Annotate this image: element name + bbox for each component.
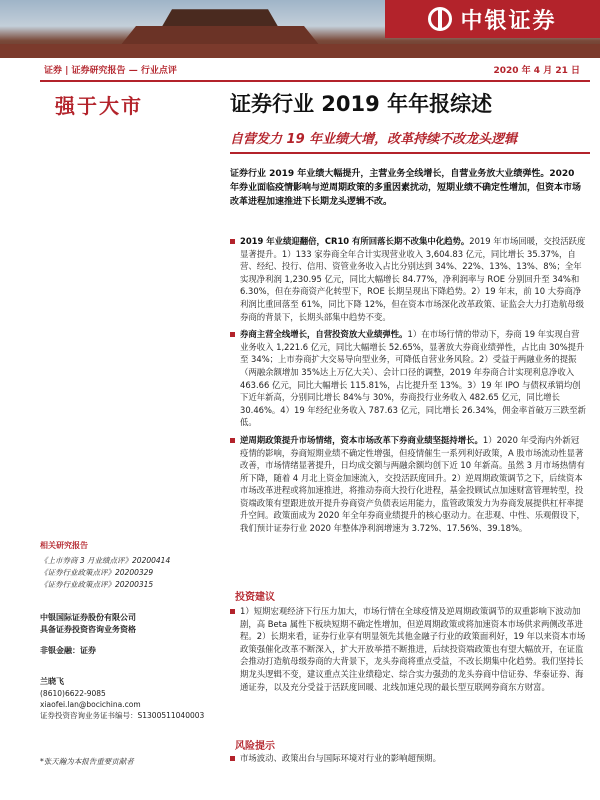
related-reports	[40, 540, 210, 591]
contributor-note	[40, 756, 210, 768]
bank-logo-icon	[428, 7, 452, 31]
list-item	[230, 235, 586, 323]
bullet-marker	[230, 332, 235, 337]
list-item	[230, 328, 586, 429]
analyst-email[interactable]: xiaofei.lan@bocichina.com	[40, 700, 141, 709]
breadcrumb: 证券 | 证券研究报告 — 行业点评	[44, 66, 177, 76]
company-qualification: 具备证券投资咨询业务资格	[40, 625, 136, 634]
analyst-phone: (8610)6622-9085	[40, 689, 106, 698]
sector-text: 非银金融：证券	[40, 646, 96, 655]
report-date: 2020 年 4 月 21 日	[493, 66, 580, 76]
contributor-text: *张天瀚为本报告重要贡献者	[40, 757, 134, 766]
related-report-link[interactable]: 《证券行业政策点评》20200329	[40, 568, 154, 577]
risk-section	[230, 752, 586, 770]
invest-heading: 投资建议	[235, 592, 275, 603]
page-title: 证券行业 2019 年年报综述	[230, 92, 493, 116]
bullet-lead: 逆周期政策提升市场情绪，资本市场改革下券商业绩坚挺持增长。	[240, 434, 483, 445]
bullet-marker	[230, 239, 235, 244]
temple-roof-lower-image	[120, 26, 320, 46]
bullet-marker	[230, 609, 235, 614]
bullet-text: 1）在市场行情的带动下，券商 19 年实现自营业务收入 1,221.6 亿元，同比大幅增长 52.65%，显著放大券商业绩弹性，占比由 30%提升至 34%；上市券商扩大交易导向型业务，可降低自营业务风险。2）受益于两融业务的提振（两融余额增加 35%达上万亿大关）、会计口径的调整，2019 年券商合计实现利息净收入 463.66 亿元，同比大幅增长 115.81%，占比提升至 13%。3）19 年 IPO 与债权承销均创下近年新高，分别同比增长 84%与 30%，券商投行业务收入 482.65 亿元，同比增长 30.46%。4）19 年经纪业务收入 787.63 亿元，同比增长 26.34%，佣金率首破万三跌至新低。	[240, 329, 586, 428]
header-divider	[40, 80, 590, 82]
analyst-cert: 证券投资咨询业务证书编号：S1300511040003	[40, 711, 205, 720]
analyst-name: 兰晓飞	[40, 677, 64, 686]
list-item	[230, 434, 586, 535]
analyst-info	[40, 676, 210, 721]
rating-label: 强于大市	[55, 94, 143, 118]
brand-name: 中银证券	[460, 8, 557, 34]
bullet-text: 2019 年市场回暖，交投活跃度显著提升。1）133 家券商全年合计实现营业收入 3,604.83 亿元，同比增长 35.37%，自营、经纪、投行、信用、资管业务收入占比分别达到 34%、22%、13%、13%、8%；全年实现净利润 1,230.95 亿元，同比大幅增长 84.77%，净利润率与 ROE 分别回升至 34%和 6.30%，但在券商资产化转型下，ROE 长期呈现出下降趋势。2）19 年末，前 10 大券商净利润比重回落至 61%，同比下降 12%，但在资本市场深化改革政策、证监会大力打造航母级券商的背景下，长期头部集中趋势不变。	[240, 236, 586, 322]
bullet-lead: 券商主营全线增长，自营投资放大业绩弹性。	[240, 329, 408, 340]
brand-logo	[385, 0, 600, 38]
bullet-marker	[230, 756, 235, 761]
bullet-text: 1）2020 年受海内外新冠疫情的影响，券商短期业绩不确定性增强，但疫情催生一系列利好政策，A 股市场流动性显著改善，市场情绪显著提升，日均成交额与两融余额均创下近 10 年新高。虽然 3 月市场热情有所下降，随着 4 月北上资金加速流入，交投活跃度回升。2）逆周期政策调节之下，后续资本市场改革进程或将加速推进，将推动券商大投行化进程，基金投顾试点加速财富管理转型，投资端政策有望跟进放开提升券商资产负债表运用能力，监管政策发力为券商发展提供杠杆率提升空间。政策面成为 2020 年全年券商业绩提升的核心驱动力。在悲观、中性、乐观假设下，我们预计证券行业 2020 年整体净利润增速为 3.72%、17.56%、39.18%。	[240, 434, 585, 534]
related-report-link[interactable]: 《上市券商 3 月业绩点评》20200414	[40, 556, 171, 565]
list-item	[230, 605, 586, 693]
temple-wall-image	[0, 44, 600, 58]
company-info	[40, 612, 210, 636]
invest-text: 1）短期宏观经济下行压力加大，市场行情在全球疫情及逆周期政策调节的双重影响下波动加剧，高 Beta 属性下板块短期不确定性增加，但逆周期政策或将加速资本市场供求两侧改革进程。2）长期来看，证券行业享有明显领先其他金融子行业的政策面利好，19 年以来资本市场政策强催化改革不断深入，扩大开放举措不断推进，后续投资端政策也有望大幅放开，在证监会推动打造航母级券商的大背景下，龙头券商将重点受益，不改长期集中化趋势。我们坚持长期龙头逻辑不变，建议重点关注业绩稳定、综合实力强劲的龙头券商中信证券、华泰证券、海通证券，以及充分受益于活跃度回暖、北线加速兑现的最长型互联网券商东方财富。	[240, 606, 586, 692]
key-points-list	[230, 235, 586, 540]
risk-heading: 风险提示	[235, 741, 275, 752]
risk-text: 市场波动、政策出台与国际环境对行业的影响超预期。	[240, 753, 441, 763]
page-subtitle: 自营发力 19 年业绩大增，改革持续不改龙头逻辑	[230, 132, 518, 147]
title-divider	[230, 152, 590, 154]
header-banner	[0, 0, 600, 58]
related-report-link[interactable]: 《证券行业政策点评》20200315	[40, 580, 154, 589]
bullet-lead: 2019 年业绩迎翻倍，CR10 有所回落长期不改集中化趋势。	[240, 236, 470, 246]
list-item	[230, 752, 586, 765]
invest-section	[230, 605, 586, 698]
company-name: 中银国际证券股份有限公司	[40, 613, 136, 622]
sector-label	[40, 645, 210, 657]
summary-paragraph: 证券行业 2019 年业绩大幅提升，主营业务全线增长，自营业务放大业绩弹性。2020 年券业面临疫情影响与逆周期政策的多重因素扰动，短期业绩不确定性增加，但资本市场改革进程加速推进下长期龙头逻辑不改。	[230, 169, 582, 207]
bullet-marker	[230, 438, 235, 443]
report-header	[0, 63, 600, 77]
related-heading: 相关研究报告	[40, 541, 88, 550]
